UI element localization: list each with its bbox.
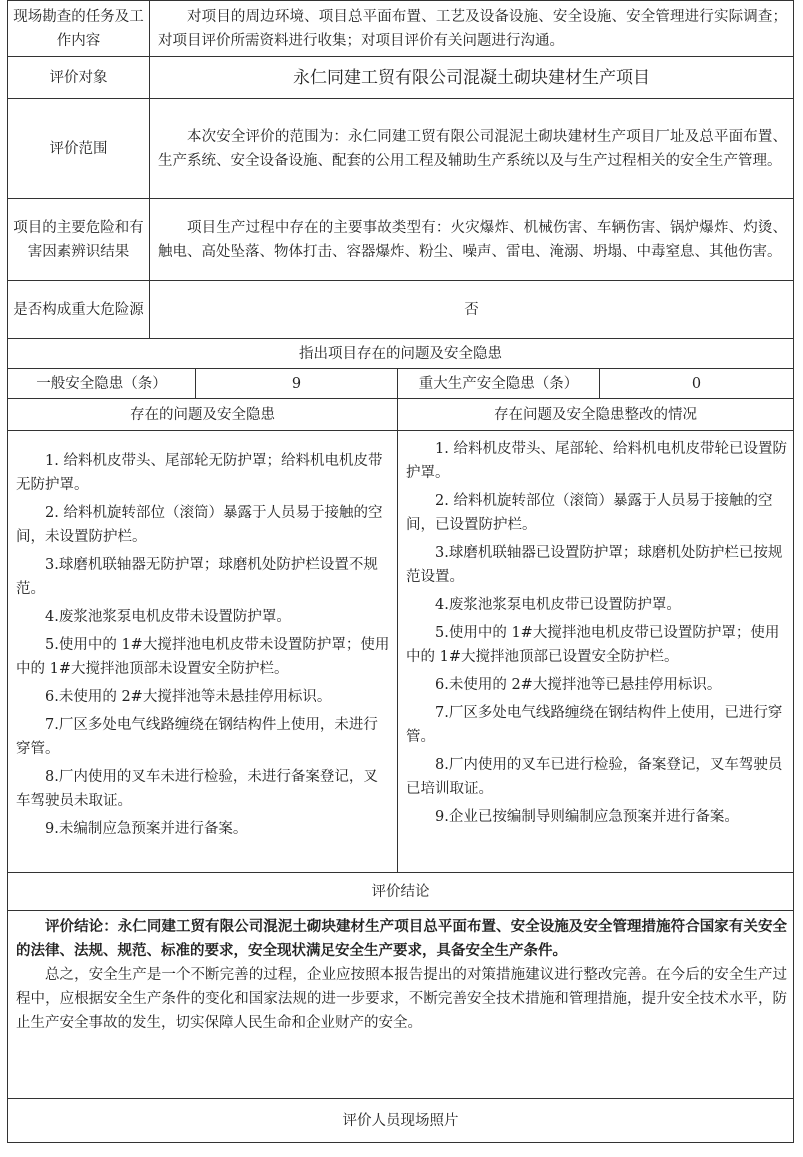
list-item: 3.球磨机联轴器无防护罩；球磨机处防护栏设置不规范。: [16, 557, 378, 597]
conclusion-heading: 评价结论: [8, 873, 794, 911]
conclusion-bold-text: 评价结论：永仁同建工贸有限公司混泥土砌块建材生产项目总平面布置、安全设施及安全管理措施符合国家有关安全的法律、法规、规范、标准的要求，安全现状满足安全生产要求，具备安全生产条件。: [16, 918, 787, 959]
hazards-cell: [150, 199, 794, 281]
list-item: 3.球磨机联轴器已设置防护罩；球磨机处防护栏已按规范设置。: [406, 545, 783, 585]
major-hazard-count: 0: [600, 369, 794, 399]
hazards-label: 项目的主要危险和有害因素辨识结果: [8, 199, 150, 281]
issues-heading: 指出项目存在的问题及安全隐患: [8, 339, 794, 369]
task-label: 现场勘查的任务及工作内容: [8, 1, 150, 57]
general-hazard-label: 一般安全隐患（条）: [8, 369, 196, 399]
scope-text: 本次安全评价的范围为：永仁同建工贸有限公司混泥土砌块建材生产项目厂址及总平面布置、生产系统、安全设备设施、配套的公用工程及辅助生产系统以及与生产过程相关的安全生产管理。: [158, 128, 787, 169]
list-item: 7.厂区多处电气线路缠绕在钢结构件上使用，已进行穿管。: [406, 705, 783, 745]
general-hazard-count: 9: [196, 369, 398, 399]
row-photos-heading: [8, 1099, 794, 1143]
major-hazard-label: 是否构成重大危险源: [8, 281, 150, 339]
evaluation-form: [7, 0, 793, 1143]
row-issues-heading: [8, 339, 794, 369]
major-hazard-count-label: 重大生产安全隐患（条）: [398, 369, 600, 399]
list-item: 5.使用中的 1#大搅拌池电机皮带已设置防护罩；使用中的 1#大搅拌池顶部已设置安全防护栏。: [406, 625, 780, 665]
row-conclusion: [8, 911, 794, 1099]
list-item: 6.未使用的 2#大搅拌池等未悬挂停用标识。: [45, 689, 332, 705]
list-item: 2. 给料机旋转部位（滚筒）暴露于人员易于接触的空间，已设置防护栏。: [406, 493, 773, 533]
row-task: [8, 1, 794, 57]
list-item: 4.废浆池浆泵电机皮带未设置防护罩。: [45, 609, 291, 625]
list-item: 4.废浆池浆泵电机皮带已设置防护罩。: [435, 597, 681, 613]
list-item: 2. 给料机旋转部位（滚筒）暴露于人员易于接触的空间，未设置防护栏。: [16, 505, 383, 545]
rectification-list: [398, 431, 794, 873]
list-item: 8.厂内使用的叉车未进行检验，未进行备案登记，叉车驾驶员未取证。: [16, 769, 378, 809]
rectification-column-header: 存在问题及安全隐患整改的情况: [398, 399, 794, 431]
list-item: 7.厂区多处电气线路缠绕在钢结构件上使用，未进行穿管。: [16, 717, 378, 757]
row-issue-counts: [8, 369, 794, 399]
row-columns-header: [8, 399, 794, 431]
conclusion-text: 总之，安全生产是一个不断完善的过程，企业应按照本报告提出的对策措施建议进行整改完善。在今后的安全生产过程中，应根据安全生产条件的变化和国家法规的进一步要求，不断完善安全技术措施和管理措施，提升安全技术水平，防止生产安全事故的发生，切实保障人民生命和企业财产的安全。: [16, 967, 787, 1031]
scope-label: 评价范围: [8, 99, 150, 199]
object-label: 评价对象: [8, 57, 150, 99]
object-text: 永仁同建工贸有限公司混凝土砌块建材生产项目: [150, 57, 794, 99]
list-item: 8.厂内使用的叉车已进行检验，备案登记，叉车驾驶员已培训取证。: [406, 757, 783, 797]
evaluation-table: [7, 0, 794, 1143]
task-text: 对项目的周边环境、项目总平面布置、工艺及设备设施、安全设施、安全管理进行实际调查；对项目评价所需资料进行收集；对项目评价有关问题进行沟通。: [158, 8, 787, 49]
list-item: 6.未使用的 2#大搅拌池等已悬挂停用标识。: [435, 677, 722, 693]
list-item: 1. 给料机皮带头、尾部轮、给料机电机皮带轮已设置防护罩。: [406, 441, 787, 481]
list-item: 1. 给料机皮带头、尾部轮无防护罩；给料机电机皮带无防护罩。: [16, 453, 383, 493]
row-object: [8, 57, 794, 99]
scope-cell: [150, 99, 794, 199]
conclusion-cell: [8, 911, 794, 1099]
hazards-text: 项目生产过程中存在的主要事故类型有：火灾爆炸、机械伤害、车辆伤害、锅炉爆炸、灼烫、触电、高处坠落、物体打击、容器爆炸、粉尘、噪声、雷电、淹溺、坍塌、中毒窒息、其他伤害。: [158, 219, 787, 260]
problems-list: [8, 431, 398, 873]
list-item: 9.未编制应急预案并进行备案。: [45, 821, 248, 837]
problems-column-header: 存在的问题及安全隐患: [8, 399, 398, 431]
row-conclusion-heading: [8, 873, 794, 911]
list-item: 9.企业已按编制导则编制应急预案并进行备案。: [435, 809, 739, 825]
row-scope: [8, 99, 794, 199]
row-hazards: [8, 199, 794, 281]
row-major-hazard: [8, 281, 794, 339]
list-item: 5.使用中的 1#大搅拌池电机皮带未设置防护罩；使用中的 1#大搅拌池顶部未设置安全防护栏。: [16, 637, 390, 677]
task-cell: [150, 1, 794, 57]
row-issue-lists: [8, 431, 794, 873]
photos-heading: 评价人员现场照片: [8, 1099, 794, 1143]
major-hazard-value: 否: [150, 281, 794, 339]
